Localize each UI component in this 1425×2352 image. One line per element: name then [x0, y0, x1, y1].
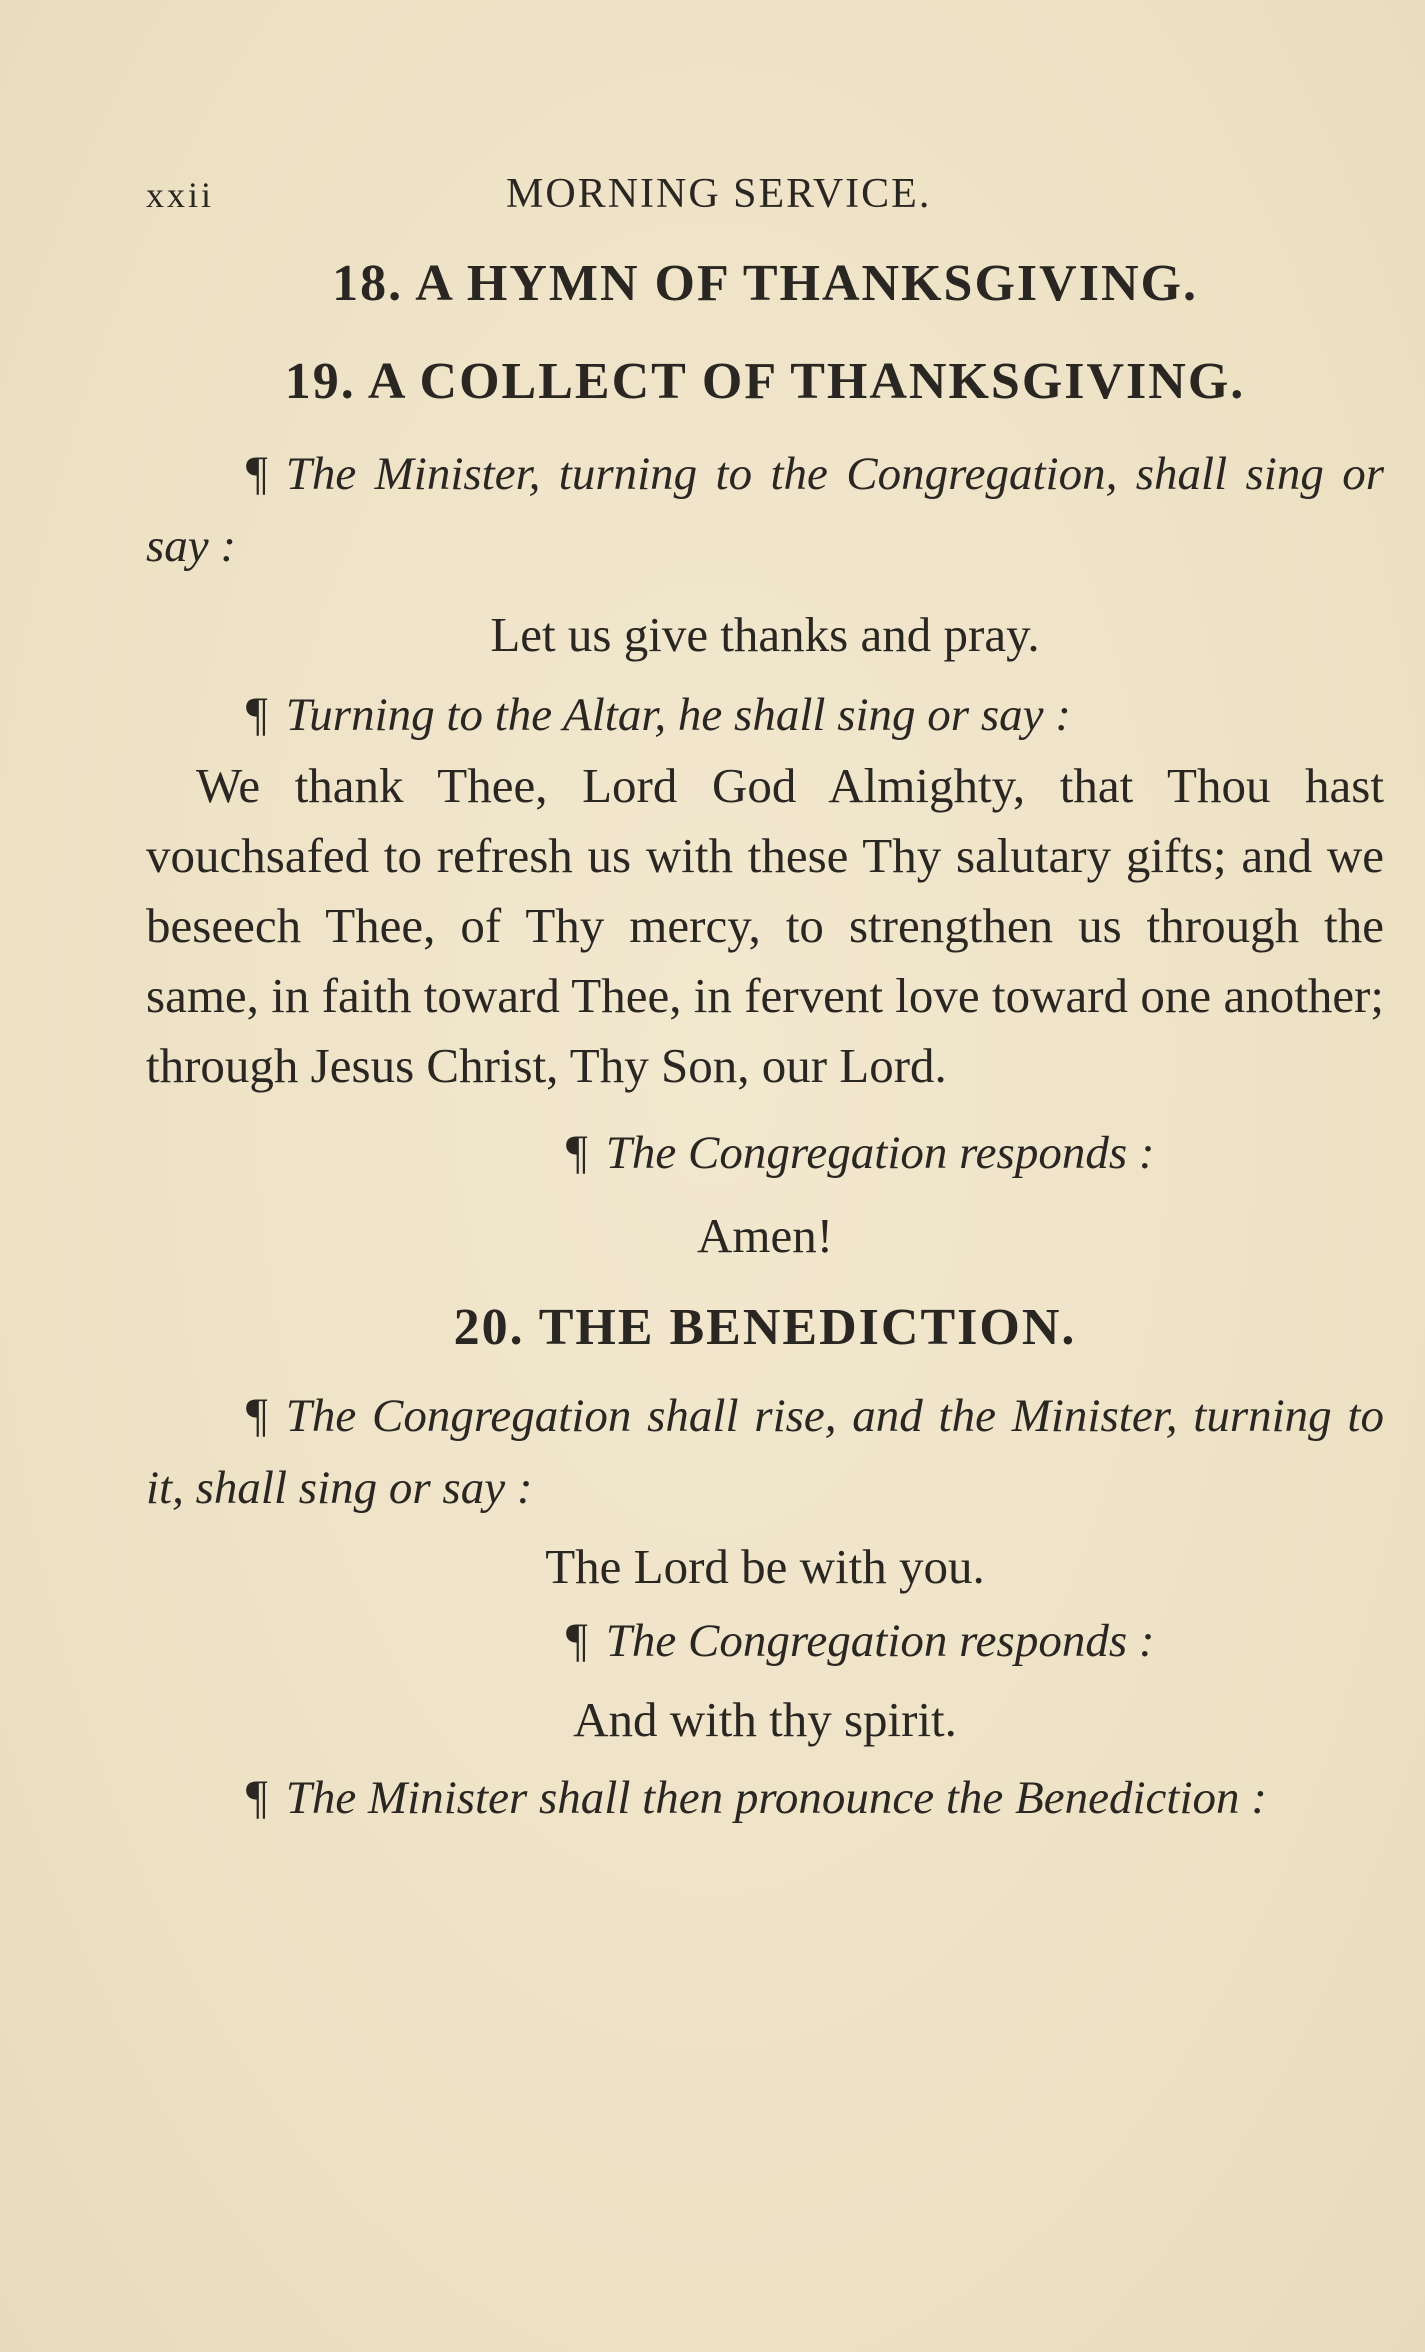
rubric-turning-altar: [146, 679, 1384, 751]
pilcrow-icon: ¶: [246, 1389, 268, 1442]
section-number: 18.: [332, 255, 404, 312]
collect-prayer: We thank Thee, Lord God Almighty, that Thou hast vouchsafed to refresh us with these Thy salutary gifts; and we beseech Thee, of Thy mercy, to strengthen us through the same, in faith toward Thee, in fervent love toward one another; through Jesus Christ, Thy Son, our Lord.: [146, 758, 1384, 1093]
section-19-heading: [146, 353, 1384, 410]
running-head: [146, 160, 1384, 222]
pilcrow-icon: ¶: [246, 1771, 268, 1824]
section-title: THE BENEDICTION.: [538, 1299, 1077, 1356]
spirit-response: And with thy spirit.: [573, 1692, 957, 1747]
rubric-text: The Minister, turning to the Congregation, shall sing or say :: [146, 448, 1384, 572]
rubric-minister-turning: [146, 438, 1384, 582]
rubric-text: The Congregation shall rise, and the Minister, turning to it, shall sing or say :: [146, 1390, 1384, 1514]
amen-response: Amen!: [696, 1208, 834, 1263]
pilcrow-icon: ¶: [246, 688, 268, 741]
page-number: xxii: [146, 175, 215, 215]
rubric-pronounce-benediction: [146, 1762, 1384, 1834]
rubric-congregation-rise: [146, 1380, 1384, 1524]
pilcrow-icon: ¶: [566, 1614, 588, 1667]
pilcrow-icon: ¶: [566, 1126, 588, 1179]
section-title: A COLLECT OF THANKSGIVING.: [367, 353, 1246, 410]
rubric-text: Turning to the Altar, he shall sing or say :: [285, 689, 1071, 741]
running-title: MORNING SERVICE.: [506, 171, 932, 217]
section-number: 20.: [453, 1299, 525, 1356]
section-20-heading: [146, 1299, 1384, 1356]
rubric-text: The Minister shall then pronounce the Benediction :: [285, 1772, 1267, 1824]
rubric-text: The Congregation responds :: [605, 1615, 1155, 1667]
text-block: [146, 160, 1384, 1834]
salutation-line: The Lord be with you.: [545, 1539, 985, 1594]
rubric-congregation-responds-2: [146, 1605, 1384, 1677]
invitation-line: Let us give thanks and pray.: [490, 607, 1040, 662]
pilcrow-icon: ¶: [246, 447, 268, 500]
section-18-heading: [146, 255, 1384, 312]
rubric-text: The Congregation responds :: [605, 1127, 1155, 1179]
section-number: 19.: [284, 353, 356, 410]
section-title: A HYMN OF THANKSGIVING.: [415, 255, 1198, 312]
rubric-congregation-responds: [146, 1117, 1384, 1189]
